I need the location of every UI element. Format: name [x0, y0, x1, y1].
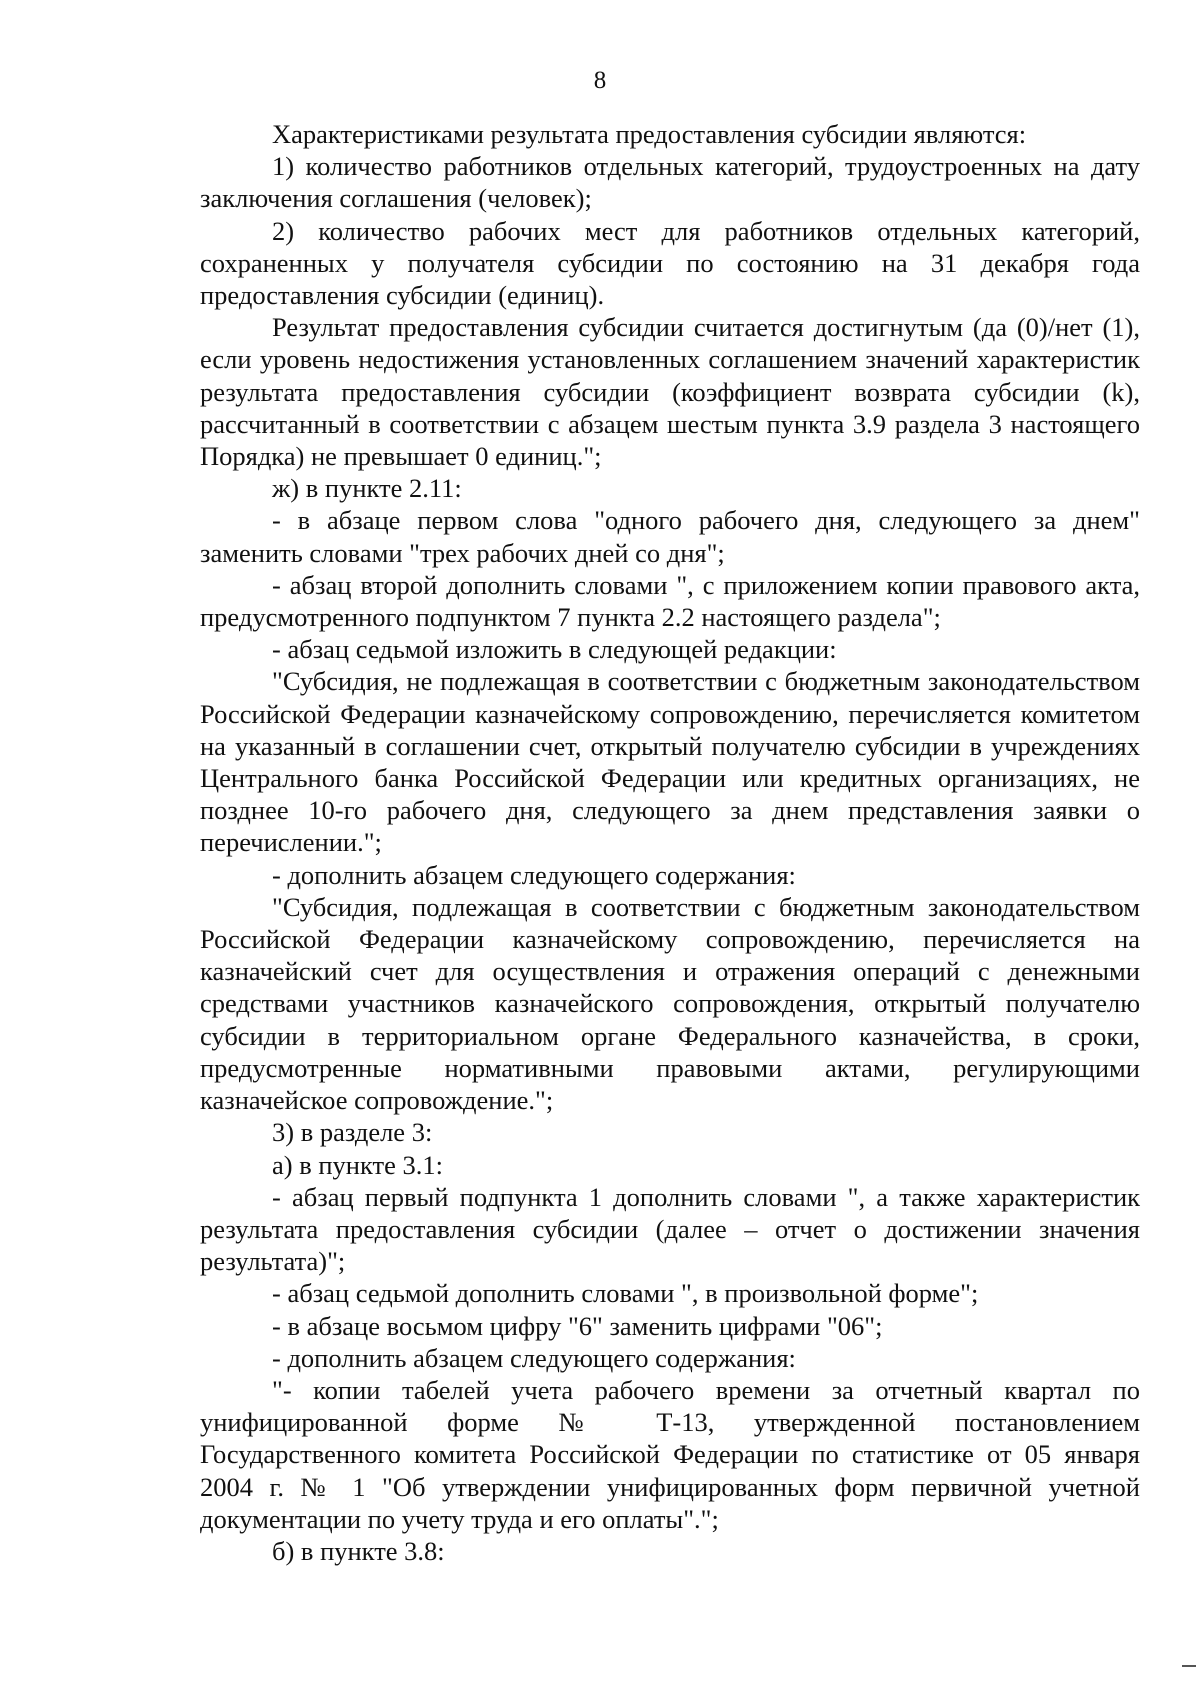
paragraph-item-2-workplaces: 2) количество рабочих мест для работников отдельных категорий, сохраненных у получателя субсидии по состоянию на 31 декабря года предоставления субсидии (единиц).	[200, 215, 1140, 311]
page-number: 8	[593, 67, 607, 94]
document-body	[200, 118, 1140, 1567]
paragraph-subpoint-1: - абзац первый подпункта 1 дополнить словами ", а также характеристик результата предоставления субсидии (далее – отчет о достижении значения результата)";	[200, 1181, 1140, 1277]
paragraph-point-2-11: ж) в пункте 2.11:	[272, 473, 462, 504]
paragraph-abzac-first: - в абзаце первом слова "одного рабочего дня, следующего за днем" заменить словами "трех рабочих дней со дня";	[200, 505, 1140, 568]
paragraph-subsidy-not-supported: "Субсидия, не подлежащая в соответствии с бюджетным законодательством Российской Федерации казначейскому сопровождению, перечисляется комитетом на указанный в соглашении счет, открытый получателю субсидии в учреждениях Центрального банка Российской Федерации или кредитных организациях, не позднее 10-го рабочего дня, следующего за днем представления заявки о перечислении.";	[200, 666, 1140, 858]
paragraph-point-3-1: а) в пункте 3.1:	[272, 1149, 443, 1180]
paragraph-result-achieved: Результат предоставления субсидии считается достигнутым (да (0)/нет (1), если уровень недостижения установленных соглашением значений характеристик результата предоставления субсидии (коэффициент возврата субсидии (k), рассчитанный в соответствии с абзацем шестым пункта 3.9 раздела 3 настоящего Порядка) не превышает 0 единиц.";	[200, 312, 1140, 472]
paragraph-add-abzac: - дополнить абзацем следующего содержания:	[272, 859, 796, 890]
paragraph-abzac-second: - абзац второй дополнить словами ", с приложением копии правового акта, предусмотренного подпунктом 7 пункта 2.2 настоящего раздела";	[200, 569, 1140, 633]
paragraph-subsidy-supported: "Субсидия, подлежащая в соответствии с бюджетным законодательством Российской Федерации казначейскому сопровождению, перечисляется на казначейский счет для осуществления и отражения операций с денежными средствами участников казначейского сопровождения, открытый получателю субсидии в территориальном органе Федерального казначейства, в сроки, предусмотренные нормативными правовыми актами, регулирующими казначейское сопровождение.";	[200, 891, 1140, 1116]
paragraph-add-abzac-2: - дополнить абзацем следующего содержания:	[272, 1342, 796, 1373]
paragraph-abzac-eighth: - в абзаце восьмом цифру "6" заменить цифрами "06";	[272, 1310, 883, 1341]
paragraph-abzac-seventh: - абзац седьмой изложить в следующей редакции:	[272, 634, 837, 665]
page-edge-mark	[1182, 1665, 1196, 1667]
paragraph-abzac-seventh-form: - абзац седьмой дополнить словами ", в произвольной форме";	[272, 1278, 979, 1309]
paragraph-result-characteristics: Характеристиками результата предоставления субсидии являются:	[272, 119, 1027, 149]
paragraph-point-3-8: б) в пункте 3.8:	[272, 1535, 445, 1566]
paragraph-item-1-workers: 1) количество работников отдельных категорий, трудоустроенных на дату заключения соглашения (человек);	[200, 151, 1140, 214]
paragraph-timesheets: "- копии табелей учета рабочего времени за отчетный квартал по унифицированной форме № Т-13, утвержденной постановлением Государственного комитета Российской Федерации по статистике от 05 января 2004 г. № 1 "Об утверждении унифицированных форм первичной учетной документации по учету труда и его оплаты".";	[200, 1374, 1140, 1534]
paragraph-section-3: 3) в разделе 3:	[272, 1117, 433, 1148]
